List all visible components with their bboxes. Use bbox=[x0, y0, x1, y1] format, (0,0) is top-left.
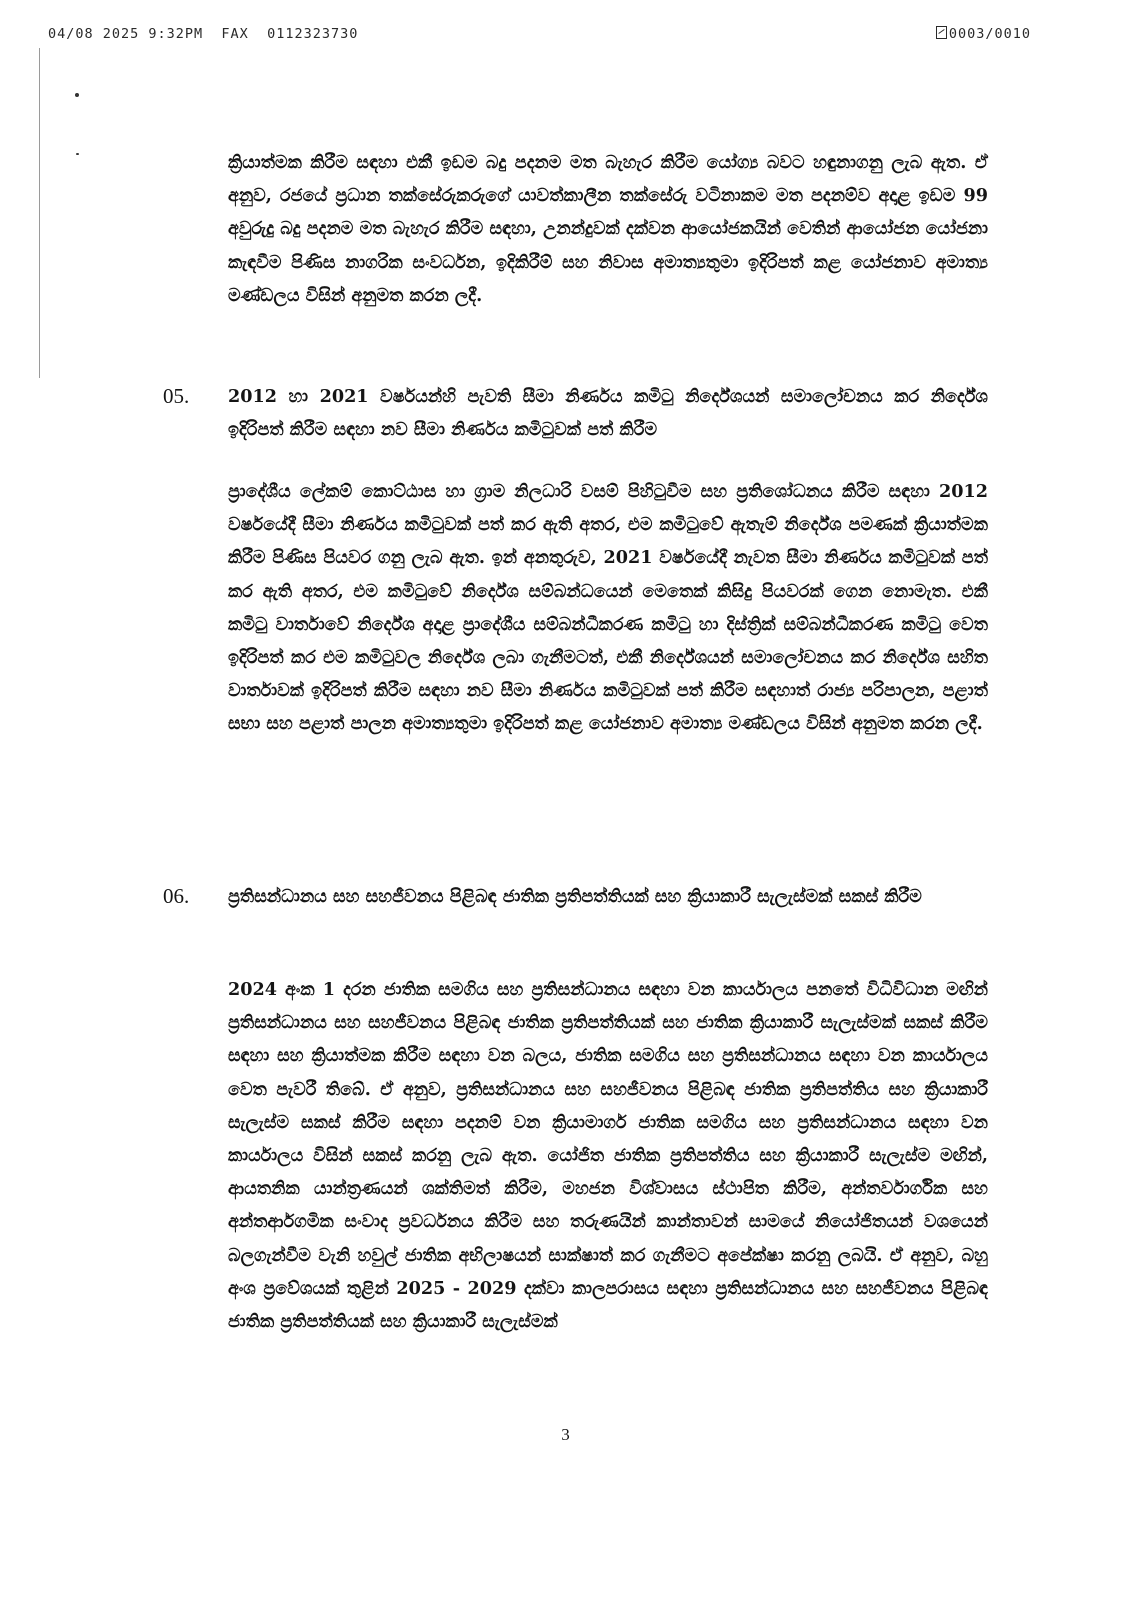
item-title: ප්‍රතිසන්ධානය සහ සහජීවනය පිළිබඳ ජාතික ප්‍රතිපත්තියක් සහ ක්‍රියාකාරී සැලැස්මක් සකස් කිරීම bbox=[228, 886, 922, 907]
page-number: 3 bbox=[561, 1425, 570, 1444]
item-body: 2024 අංක 1 දරන ජාතික සමගිය සහ ප්‍රතිසන්ධානය සඳහා වන කාර්යාලය පනතේ විධිවිධාන මඟින් ප්‍රතිසන්ධානය සහ සහජීවනය පිළිබඳ ජාතික ප්‍රතිපත්තියක් සහ ජාතික ක්‍රියාකාරී සැලැස්මක් සකස් කිරීම සඳහා සහ ක්‍රියාත්මක කිරීම සඳහා වන බලය, ජාතික සමගිය සහ ප්‍රතිසන්ධානය සඳහා වන කාර්යාලය වෙත පැවරී තිබේ. ඒ අනුව, ප්‍රතිසන්ධානය සහ සහජීවනය පිළිබඳ ජාතික ප්‍රතිපත්තිය සහ ක්‍රියාකාරී සැලැස්ම සකස් කිරීම සඳහා පදනම් වන ක්‍රියාමාර්ග ජාතික සමගිය සහ ප්‍රතිසන්ධානය සඳහා වන කාර්යාලය විසින් සකස් කරනු ලැබ ඇත. යෝජිත ජාතික ප්‍රතිපත්තිය සහ ක්‍රියාකාරී සැලැස්ම මඟින්, ආයතනික යාන්ත්‍රණයන් ශක්තිමත් කිරීම, මහජන විශ්වාසය ස්ථාපිත කිරීම, අන්තර්වාර්ගික සහ අන්තර්ආගමික සංවාද ප්‍රවර්ධනය කිරීම සහ තරුණයින් කාන්තාවන් සාමයේ නියෝජිතයන් වශයෙන් බලගැන්වීම වැනි හවුල් ජාතික අභිලාෂයන් සාක්ෂාත් කර ගැනීමට අපේක්ෂා කරනු ලබයි. ඒ අනුව, බහු අංශ ප්‍රවේශයක් තුළින් 2025 - 2029 දක්වා කාලපරාසය සඳහා ප්‍රතිසන්ධානය සහ සහජීවනය පිළිබඳ ජාතික ප්‍රතිපත්තියක් සහ ක්‍රියාකාරී සැලැස්මක් bbox=[228, 979, 988, 1333]
item-number: 05. bbox=[163, 384, 190, 408]
item-title: 2012 හා 2021 වර්ෂයන්හි පැවති සීමා නිර්ණය කමිටු නිර්දේශයන් සමාලෝචනය කර නිර්දේශ ඉදිරිපත් කිරීම සඳහා නව සීමා නිර්ණය කමිටුවක් පත් කිරීම bbox=[228, 386, 988, 440]
scan-speck bbox=[76, 153, 79, 155]
fax-page-counter bbox=[936, 26, 1031, 42]
item-number: 06. bbox=[163, 884, 190, 908]
fax-checkbox-icon bbox=[936, 26, 947, 39]
fax-header bbox=[48, 26, 1031, 46]
fax-transmission-info: 04/08 2025 9:32PM FAX 0112323730 bbox=[48, 26, 359, 42]
intro-paragraph: ක්‍රියාත්මක කිරීම සඳහා එකී ඉඩම බදු පදනම මත බැහැර කිරීම යෝග්‍ය බවට හඳුනාගනු ලැබ ඇත. ඒ අනුව, රජයේ ප්‍රධාන තක්සේරුකරුගේ යාවත්කාලීන තක්සේරු වටිනාකම මත පදනම්ව අදාළ ඉඩම 99 අවුරුදු බදු පදනම මත බැහැර කිරීම සඳහා, උනන්දුවක් දක්වන ආයෝජකයින් වෙතින් ආයෝජන යෝජනා කැඳවීම පිණිස නාගරික සංවර්ධන, ඉදිකිරීම් සහ නිවාස අමාත්‍යතුමා ඉදිරිපත් කළ යෝජනාව අමාත්‍ය මණ්ඩලය විසින් අනුමත කරන ලදී. bbox=[228, 152, 988, 306]
item-body: ප්‍රාදේශීය ලේකම් කොට්ඨාස හා ග්‍රාම නිලධාරි වසම් පිහිටුවීම සහ ප්‍රතිශෝධනය කිරීම සඳහා 2012 වර්ෂයේදී සීමා නිර්ණය කමිටුවක් පත් කර ඇති අතර, එම කමිටුවේ ඇතැම් නිර්දේශ පමණක් ක්‍රියාත්මක කිරීම පිණිස පියවර ගනු ලැබ ඇත. ඉන් අනතුරුව, 2021 වර්ෂයේදී නැවත සීමා නිර්ණය කමිටුවක් පත් කර ඇති අතර, එම කමිටුවේ නිර්දේශ සම්බන්ධයෙන් මෙතෙක් කිසිදු පියවරක් ගෙන නොමැත. එකී කමිටු වාර්තාවේ නිර්දේශ අදාළ ප්‍රාදේශීය සම්බන්ධීකරණ කමිටු හා දිස්ත්‍රික් සම්බන්ධීකරණ කමිටු වෙත ඉදිරිපත් කර එම කමිටුවල නිර්දේශ ලබා ගැනීමටත්, එකී නිර්දේශයන් සමාලෝචනය කර නිර්දේශ සහිත වාර්තාවක් ඉදිරිපත් කිරීම සඳහා නව සීමා නිර්ණය කමිටුවක් පත් කිරීම සඳහාත් රාජ්‍ය පරිපාලන, පළාත් සභා සහ පළාත් පාලන අමාත්‍යතුමා ඉදිරිපත් කළ යෝජනාව අමාත්‍ය මණ්ඩලය විසින් අනුමත කරන ලදී. bbox=[228, 481, 988, 735]
scan-speck bbox=[75, 93, 79, 97]
fax-page-count: 0003/0010 bbox=[948, 26, 1031, 42]
scan-margin-line bbox=[39, 48, 40, 378]
